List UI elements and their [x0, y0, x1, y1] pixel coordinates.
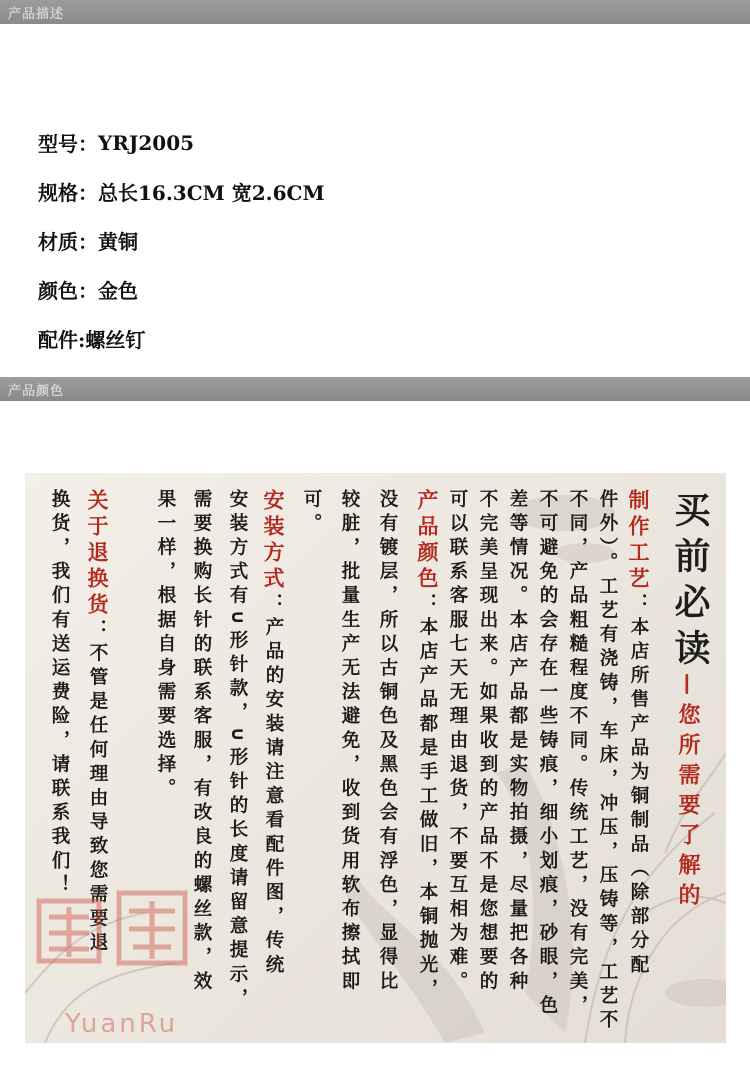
spec-value: 总长16.3CM 宽2.6CM	[98, 181, 325, 205]
notice-column	[221, 489, 253, 1012]
notice-title: 买前必读	[669, 491, 711, 675]
notice-text: 不完美呈现出来。如果收到的产品不是您想要的	[477, 489, 498, 996]
notice-text: 安装方式有∪形针款，∪形针的长度请留意提示，	[227, 489, 248, 1013]
spec-row-model	[38, 118, 325, 167]
spec-value: 螺丝钉	[85, 328, 146, 352]
notice-text: 果一样，根据自身需要选择。	[155, 489, 176, 803]
spec-label: 配件:	[38, 328, 86, 352]
spec-label: 型号：	[38, 132, 98, 156]
notice-text: ：不管是任何理由导致您需要退	[87, 619, 108, 957]
notice-heading: 关于退换货	[85, 489, 109, 619]
notice-text: 需要换购长针的联系客服，有改良的螺丝款，效	[191, 489, 212, 996]
notice-text: 较脏，批量生产无法避免，收到货用软布擦拭即	[339, 489, 360, 996]
notice-column	[561, 489, 593, 1019]
spec-row-color	[38, 265, 325, 314]
notice-text: 不同，产品粗糙程度不同。传统工艺，没有完美，	[567, 489, 588, 1020]
section-header-description	[0, 0, 750, 24]
notice-text: 没有镀层，所以古铜色及黑色会有浮色，显得比	[377, 489, 398, 996]
notice-subtitle: —您所需要了解的	[675, 673, 701, 913]
notice-text: 件外）。工艺有浇铸，车床，冲压，压铸等，工艺不	[597, 489, 618, 1035]
section-header-color	[0, 377, 750, 401]
notice-column	[371, 489, 403, 995]
section-title: 产品描述	[8, 7, 65, 22]
notice-column	[622, 489, 654, 979]
notice-column	[591, 489, 623, 1034]
spec-value: YRJ2005	[98, 130, 195, 155]
notice-heading: 产品颜色	[415, 489, 439, 593]
spec-label: 规格：	[38, 181, 98, 205]
notice-text: 换货，我们有送运费险，请联系我们！	[49, 489, 70, 899]
notice-column	[295, 489, 327, 537]
spec-row-accessory	[38, 314, 325, 363]
notice-text: ：本店所售产品为铜制品（除部分配	[628, 593, 649, 979]
spec-label: 材质：	[38, 230, 98, 254]
notice-column	[43, 489, 75, 899]
notice-text: 可。	[301, 489, 322, 538]
spec-row-size	[38, 167, 325, 216]
notice-column	[441, 489, 473, 995]
notice-text: 差等情况。本店产品都是实物拍摄，尽量把各种	[507, 489, 528, 996]
spec-list	[38, 118, 325, 363]
spec-value: 黄铜	[98, 230, 138, 254]
notice-column	[257, 489, 289, 979]
purchase-notice-panel	[25, 473, 726, 1043]
notice-column	[411, 489, 443, 1003]
notice-text: 不可避免的会存在一些铸痕，细小划痕，砂眼，色	[537, 489, 558, 1020]
notice-text: ：本店产品都是手工做旧，本铜抛光，	[417, 593, 438, 1003]
section-title: 产品颜色	[8, 384, 65, 399]
notice-heading: 安装方式	[261, 489, 285, 593]
notice-heading: 制作工艺	[626, 489, 650, 593]
notice-text: ：产品的安装请注意看配件图，传统	[263, 593, 284, 979]
notice-text: 可以联系客服七天无理由退货，不要互相为难。	[447, 489, 468, 996]
notice-column	[501, 489, 533, 995]
notice-column	[471, 489, 503, 995]
notice-column	[333, 489, 365, 995]
spec-value: 金色	[98, 279, 138, 303]
spec-label: 颜色：	[38, 279, 98, 303]
notice-column	[149, 489, 181, 802]
watermark-seal-icon	[33, 883, 193, 1013]
notice-column	[531, 489, 563, 1019]
spec-row-material	[38, 216, 325, 265]
watermark-brand-text: YuanRu	[65, 1009, 179, 1039]
